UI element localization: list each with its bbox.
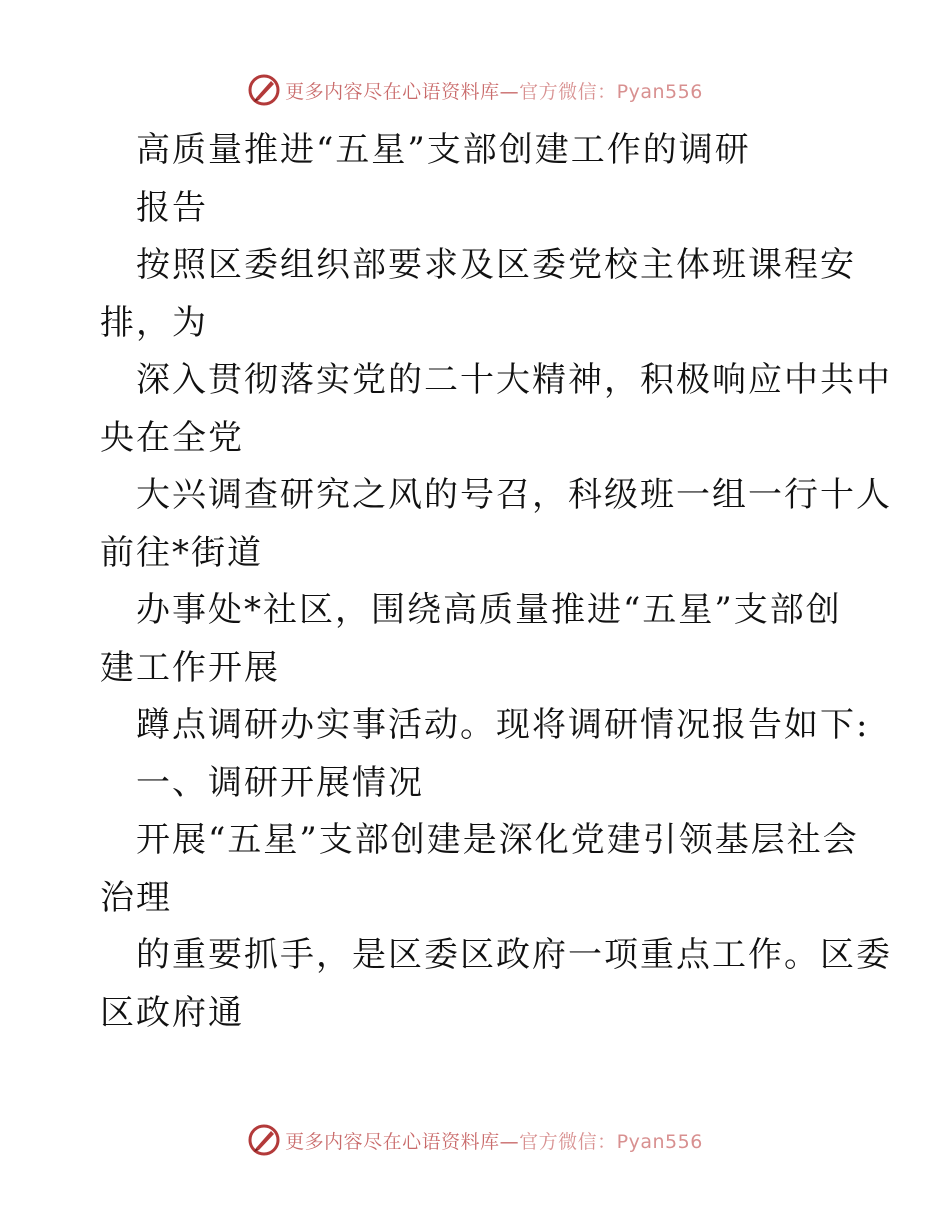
paragraph-line: 央在全党 (100, 417, 244, 458)
pen-seal-logo-icon (247, 73, 281, 107)
footer-banner (0, 1120, 950, 1160)
document-body (100, 122, 892, 1042)
paragraph-line: 开展“五星”支部创建是深化党建引领基层社会 (136, 820, 859, 860)
pen-seal-logo-icon (247, 1123, 281, 1157)
paragraph-line: 蹲点调研办实事活动。现将调研情况报告如下: (136, 705, 870, 745)
doc-title-line-2: 报告 (136, 187, 208, 228)
banner-site-name: 更多内容尽在心语资料库— (285, 80, 520, 103)
paragraph-line: 区政府通 (100, 992, 244, 1033)
paragraph-line: 深入贯彻落实党的二十大精神，积极响应中共中 (136, 360, 892, 400)
banner-wechat: 官方微信：Pyan556 (519, 1130, 703, 1153)
header-banner (0, 70, 950, 110)
banner-site-name: 更多内容尽在心语资料库— (285, 1130, 520, 1153)
banner-wechat: 官方微信：Pyan556 (519, 80, 703, 103)
paragraph-line: 大兴调查研究之风的号召，科级班一组一行十人 (136, 475, 892, 515)
doc-title-line-1: 高质量推进“五星”支部创建工作的调研 (136, 130, 751, 170)
section-heading: 一、调研开展情况 (136, 762, 424, 803)
paragraph-line: 建工作开展 (100, 647, 280, 688)
paragraph-line: 排，为 (100, 302, 208, 343)
paragraph-line: 办事处*社区，围绕高质量推进“五星”支部创 (136, 590, 842, 630)
banner-text (285, 1127, 703, 1154)
banner-text (285, 77, 703, 104)
paragraph-line: 前往*街道 (100, 532, 263, 573)
paragraph-line: 的重要抓手，是区委区政府一项重点工作。区委 (136, 935, 892, 975)
paragraph-line: 治理 (100, 877, 172, 918)
paragraph-line: 按照区委组织部要求及区委党校主体班课程安 (136, 245, 856, 285)
